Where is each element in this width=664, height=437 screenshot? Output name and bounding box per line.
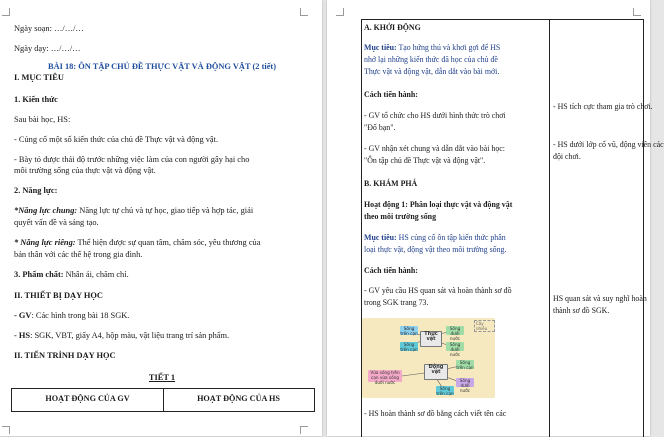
activity-1-step-2: - HS hoàn thành sơ đồ bằng cách viết tên các [364,409,507,418]
equipment-student: - HS: SGK, VBT, giấy A4, hộp màu, vật liệu trang trí sản phẩm. [14,331,230,340]
crop-mark [336,8,344,16]
section-a-step-1-line-2: "Đố bạn". [364,123,396,132]
section-b-title: B. KHÁM PHÁ [364,179,418,188]
activity-1-how: Cách tiến hành: [364,266,418,275]
general-competence: *Năng lực chung: Năng lực tự chủ và tự học, giao tiếp và hợp tác, giải [14,206,254,215]
lesson-title: BÀI 18: ÔN TẬP CHỦ ĐỀ THỰC VẬT VÀ ĐỘNG VẬT (2 tiết) [47,62,276,71]
period-title: TIẾT 1 [148,373,176,382]
node-animal-land-2: Sống trên cạn [436,386,454,396]
heading-competence: 2. Năng lực: [14,186,58,195]
activity-1-title-line-2: theo môi trường sống [364,212,437,221]
node-plant-land: Sống trên cạn [400,326,418,336]
activity-1-goal: Mục tiêu: HS củng cố ôn tập kiến thức phân [364,233,506,242]
section-a-goal: Mục tiêu: Tạo hứng thú và khơi gợi để HS [364,43,501,52]
node-plant-water: Sống dưới nước [446,326,464,335]
objective-1: - Củng cố một số kiến thức của chủ đề Thực vật và động vật. [14,135,219,144]
section-a-step-1: - GV tổ chức cho HS dưới hình thức trò chơi [364,111,506,120]
node-animal-amphibious: Vừa sống trên cạn vừa sống dưới nước [368,370,402,382]
section-a-title: A. KHỞI ĐỘNG [364,23,421,32]
crop-mark [300,8,308,16]
header-student-activity: HOẠT ĐỘNG CỦA HS [197,394,280,403]
section-a-step-2-line-2: "Ôn tập chủ đề Thực vật và động vật". [364,156,486,165]
qualities: 3. Phẩm chất: Nhân ái, chăm chỉ. [14,270,129,279]
section-a-student-2: - HS dưới lớp cổ vũ, động viên các [553,140,664,149]
node-plants: Thực vật [420,331,442,347]
crop-mark [2,8,10,16]
activity-table-header [11,388,315,412]
specific-competence: * Năng lực riêng: Thể hiện được sự quan tâm, chăm sóc, yêu thương của [14,238,261,247]
classification-diagram [362,318,495,398]
activity-1-step-1-line-2: trong SGK trang 73. [364,298,429,307]
activity-1-student-1-line-2: thành sơ đồ SGK. [553,306,610,315]
section-a-step-2: - GV nhận xét chung và dẫn dắt vào bài học: [364,144,505,153]
heading-process: II. TIẾN TRÌNH DẠY HỌC [14,351,116,360]
objective-2-line-2: môi trường sống của thực vật và động vật. [14,166,156,175]
activity-1-goal-line-2: loại thực vật, động vật theo môi trường sống. [364,245,507,254]
section-a-goal-line-3: Thực vật và động vật, dẫn dắt vào bài mới. [364,67,500,76]
table-column-divider [549,20,550,437]
node-plant-land-2: Sống trên cạn [400,342,418,352]
activity-1-student-1: HS quan sát và suy nghĩ hoàn [553,294,647,303]
objective-2-line-1: - Bày tỏ được thái độ trước những việc làm của con người gây hại cho [14,155,250,164]
node-animals: Động vật [424,364,448,380]
node-animal-land: Sống trên cạn [456,360,474,370]
node-plant-water-2: Sống dưới nước [446,342,464,351]
crop-mark [2,426,10,434]
activity-1-step-1: - GV yêu cầu HS quan sát và hoàn thành sơ đồ [364,286,512,295]
date-teach: Ngày dạy: …/…/… [14,44,81,53]
activity-1-title: Hoạt động 1: Phân loại thực vật và động vật [364,200,513,209]
heading-objectives: I. MỤC TIÊU [14,73,64,82]
section-a-how: Cách tiến hành: [364,90,418,99]
crop-mark [633,8,641,16]
equipment-teacher: - GV: Các hình trong bài 18 SGK. [14,311,130,320]
after-lesson-text: Sau bài học, HS: [14,115,71,124]
diagram-tag: Cây nhiều [474,320,495,332]
specific-competence-line-2: bản thân với các thế hệ trong gia đình. [14,250,143,259]
crop-mark [300,426,308,434]
general-competence-line-2: quyết vấn đề và sáng tạo. [14,218,99,227]
section-a-student-1: - HS tích cực tham gia trò chơi. [553,102,653,111]
heading-knowledge: 1. Kiến thức [14,95,58,104]
section-a-student-2-line-2: đội chơi. [553,152,581,161]
heading-equipment: II. THIẾT BỊ DẠY HỌC [14,291,103,300]
document-page-right [327,0,664,436]
header-teacher-activity: HOẠT ĐỘNG CỦA GV [45,394,130,403]
node-animal-water: Sống dưới nước [456,378,474,387]
section-a-goal-line-2: nhớ lại những kiến thức đã học của chủ đề [364,55,498,64]
date-prepare: Ngày soạn: …/…/… [14,24,84,33]
document-page-left [0,0,322,436]
